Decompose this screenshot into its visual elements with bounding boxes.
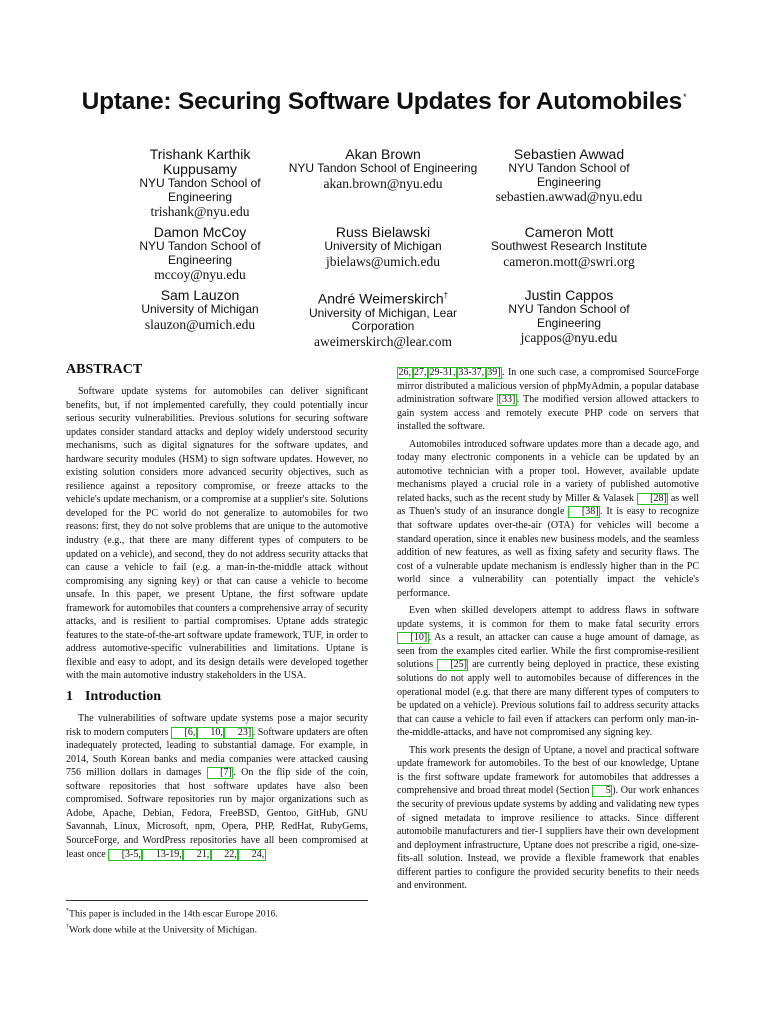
author-affiliation: University of Michigan	[324, 239, 442, 253]
citation-link[interactable]: [6,	[171, 727, 197, 739]
citation-link[interactable]: 13-19,	[142, 849, 183, 861]
citation-link[interactable]: 27,	[414, 367, 427, 378]
author-email[interactable]: aweimerskirch@lear.com	[314, 333, 452, 349]
left-column	[66, 362, 368, 865]
author-affiliation: University of Michigan	[141, 302, 259, 316]
footnote: *This paper is included in the 14th escar Europe 2016.	[66, 908, 278, 920]
intro-paragraph: Automobiles introduced software updates more than a decade ago, and today many electronic components in a vehicle can be updated by an automotive technician with a proper tool. However, available update mechanisms played a crucial role in a variety of published automotive related hacks, such as the recent study by Miller & Valasek [28] as well as Thuen's study of an insurance dongle [38] . It is easy to recognize that software updates over-the-air (OTA) for vehicles will become a standard operation, since it enables new business models, and the seamless addition of new features, as well as fixing safety and security flaws. The cost of a vulnerable update mechanism is endlessly higher than in the PC world since a vulnerability can potentially impact the vehicle's performance.	[397, 438, 700, 599]
footnote: †Work done while at the University of Michigan.	[66, 923, 258, 936]
citation-link[interactable]: [38]	[568, 506, 600, 518]
author-block	[478, 225, 660, 282]
author-block	[288, 288, 478, 349]
citation-link[interactable]: 26,	[398, 367, 411, 378]
intro-paragraph: Even when skilled developers attempt to address flaws in software update systems, it is common for them to make fatal security errors [10] . As a result, an attacker can cause a huge amount of damage, as seen from the examples cited earlier. While the first compromise-resilient solutions [25] are currently being deployed in practice, these existing solutions do not apply well to automobiles because of differences in the operational model (e.g. that there are many different types of computers to be updated on a vehicle). Previous solutions fail to address security attacks that can cause a vehicle to fail even if attackers can perform only man-in-the-middle-attacks, and have not compromised any signing key.	[397, 605, 699, 739]
author-name: Sam Lauzon	[160, 287, 240, 303]
paper-title: Uptane: Securing Software Updates for Automobiles*	[81, 88, 687, 115]
author-block	[112, 225, 288, 282]
author-email[interactable]: akan.brown@nyu.edu	[323, 175, 443, 191]
citation-link[interactable]: 33-37,	[458, 367, 485, 378]
author-grid	[112, 147, 660, 349]
abstract-text: Software update systems for automobiles can deliver significant benefits, but, if not implemented carefully, they could potentially incur serious security vulnerabilities. Previous solutions for securing software updates consider standard attacks and deploy widely understood security mechanisms, such as digital signatures for the software updates, and hardware security modules (HSM) to sign software updates. However, no existing solution considers more advanced security objectives, such as resilience against a repository compromise, or freeze attacks to the vehicle's update mechanism, or a compromise at a supplier's site. Solutions developed for the PC world do not generalize to automobiles for two reasons: first, they do not solve problems that are unique to the automotive industry (e.g., that there are many different types of computers to be updated on a vehicle), and second, they do not address security attacks that can cause a vehicle to fail (e.g. a man-in-the-middle attack without compromising any signing key) or that can cause a vehicle to become unsafe. In this paper, we present Uptane, the first software update framework for automobiles that counters a comprehensive array of security attacks, and is resilient to partial compromises. Uptane adds strategic features to the state-of-the-art software update framework, TUF, in order to address automotive-specific vulnerabilities and limitations. Uptane is flexible and easy to adopt, and its design details were developed together with the main automotive industry stakeholders in the USA.	[66, 386, 368, 682]
title-footnote-mark: *	[683, 91, 687, 102]
author-affiliation: NYU Tandon School of Engineering	[508, 302, 630, 330]
section-number: 1	[66, 689, 73, 705]
author-name: Justin Cappos	[524, 287, 614, 303]
author-footnote-mark: †	[443, 291, 449, 300]
author-affiliation: NYU Tandon School of Engineering	[508, 161, 630, 189]
author-email[interactable]: sebastien.awwad@nyu.edu	[495, 189, 643, 204]
citation-link[interactable]: 24,	[238, 849, 266, 861]
citation-link[interactable]: [33]	[498, 394, 516, 406]
author-name: Akan Brown	[345, 146, 421, 162]
author-email[interactable]: jcappos@nyu.edu	[520, 330, 618, 345]
section-title: Introduction	[85, 689, 161, 705]
footnotes	[66, 900, 368, 937]
author-block	[112, 147, 288, 219]
right-column	[397, 366, 699, 897]
section-heading-introduction	[66, 689, 368, 705]
citation-link[interactable]: 10,	[197, 727, 225, 739]
author-block	[478, 288, 660, 349]
author-name: Damon McCoy	[153, 224, 247, 240]
citation-link[interactable]: [3-5,	[108, 849, 142, 861]
abstract-heading: ABSTRACT	[66, 362, 143, 377]
author-name: Trishank Karthik Kuppusamy	[149, 146, 251, 177]
author-block	[112, 288, 288, 349]
citation-link[interactable]: [7]	[207, 767, 234, 779]
author-affiliation: NYU Tandon School of Engineering	[288, 161, 478, 175]
intro-paragraph: This work presents the design of Uptane, a novel and practical software update framework for automobiles. To the best of our knowledge, Uptane is the first software update framework for automobiles that addresses a comprehensive and broad threat model (Section 5 ). Our work enhances the security of previous update systems by adding and validating new types of signed metadata to improve resilience to attacks. Since different automobile manufacturers and tier-1 suppliers have their own development and deployment infrastructure, Uptane does not prescribe a rigid, one-size-fits-all solution. Instead, we provide a flexible framework that enables different parties to configure the provided security benefits to their needs and environment.	[397, 744, 699, 892]
author-email[interactable]: trishank@nyu.edu	[150, 204, 250, 219]
author-affiliation: University of Michigan, Lear Corporation	[308, 305, 458, 334]
intro-paragraph-continued: 26, 27, 29-31, 33-37, 39] . In one such case, a compromised SourceForge mirror distributed a malicious version of phpMyAdmin, a popular database administration software [33] . The modified version allowed attackers to gain system access and remotely execute PHP code on servers that installed the software.	[397, 367, 699, 433]
author-block	[288, 225, 478, 282]
author-affiliation: NYU Tandon School of Engineering	[139, 239, 261, 267]
author-block	[288, 147, 478, 219]
section-reference-link[interactable]: 5	[592, 785, 612, 797]
citation-link[interactable]: 39]	[487, 367, 501, 378]
citation-link[interactable]: [10]	[397, 632, 429, 644]
author-email[interactable]: cameron.mott@swri.org	[503, 253, 635, 269]
citation-link[interactable]: [28]	[637, 493, 669, 505]
author-name: Cameron Mott	[524, 224, 614, 240]
citation-link[interactable]: 22,	[211, 849, 239, 861]
citation-link[interactable]: 29-31,	[429, 367, 456, 378]
citation-link[interactable]: 23]	[224, 727, 252, 739]
author-affiliation: Southwest Research Institute	[490, 239, 648, 253]
author-email[interactable]: slauzon@umich.edu	[144, 316, 256, 332]
citation-link[interactable]: 21,	[183, 849, 211, 861]
author-block	[478, 147, 660, 219]
author-name: Sebastien Awwad	[513, 146, 625, 162]
intro-paragraph: The vulnerabilities of software update systems pose a major security risk to modern computers [6, 10, 23] . Software updaters are often inadequately protected, leading to substantial damage. For example, in 2014, South Korean banks and media companies were attacked causing 756 million dollars in damages [7] . On the flip side of the coin, software repositories that host software updates have also been compromised. Software repositories run by major organizations such as Adobe, Apache, Debian, Fedora, FreeBSD, Gentoo, GitHub, GNU Savannah, Linux, Microsoft, npm, Opera, PHP, RedHat, RubyGems, SourceForge, and WordPress repositories have all been compromised at least once [3-5, 13-19, 21, 22, 24,	[66, 713, 369, 860]
author-name: Russ Bielawski	[335, 224, 431, 240]
citation-link[interactable]: [25]	[437, 659, 469, 671]
author-email[interactable]: mccoy@nyu.edu	[154, 267, 246, 282]
author-affiliation: NYU Tandon School of Engineering	[139, 176, 261, 204]
author-name: André Weimerskirch†	[317, 290, 449, 307]
author-email[interactable]: jbielaws@umich.edu	[325, 253, 441, 269]
